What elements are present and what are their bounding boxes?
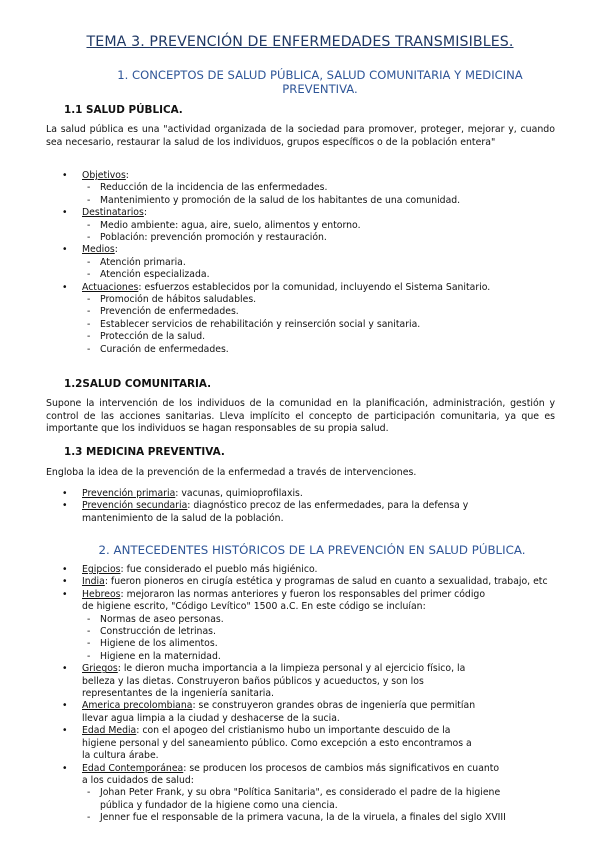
list-item-actuaciones: • Actuaciones: esfuerzos establecidos por la comunidad, incluyendo el Sistema Sanitario. [62, 282, 562, 294]
list-subitem: - Atención especializada. [62, 269, 562, 281]
section2-heading: 2. ANTECEDENTES HISTÓRICOS DE LA PREVENCIÓN EN SALUD PÚBLICA. [98, 543, 526, 557]
list-subitem: - Promoción de hábitos saludables. [62, 294, 562, 306]
list-item-objetivos: • Objetivos: [62, 170, 562, 182]
list-subitem: - Jenner fue el responsable de la primera vacuna, la de la viruela, a finales del siglo XVIII [62, 812, 592, 824]
list-subitem: - Medio ambiente: agua, aire, suelo, alimentos y entorno. [62, 220, 562, 232]
list-subitem: - Establecer servicios de rehabilitación y reinserción social y sanitaria. [62, 319, 562, 331]
section1-heading-line2: PREVENTIVA. [282, 82, 358, 96]
list-subitem: - Reducción de la incidencia de las enfermedades. [62, 182, 562, 194]
list-item-continuation: a los cuidados de salud: [82, 774, 194, 786]
list-item-hebreos: • Hebreos: mejoraron las normas anteriores y fueron los responsables del primer código [62, 589, 592, 601]
list-item-india: • India: fueron pioneros en cirugía estética y programas de salud en cuanto a sexualidad, trabajo, etc [62, 576, 592, 588]
subheading-salud-comunitaria: 1.2SALUD COMUNITARIA. [64, 378, 212, 390]
list-item-edad-media: • Edad Media: con el apogeo del cristianismo hubo un importante descuido de la [62, 725, 592, 737]
list-subitem: - Prevención de enfermedades. [62, 306, 562, 318]
list-item-continuation: la cultura árabe. [82, 750, 159, 762]
list-item-edad-contemporanea: • Edad Contemporánea: se producen los procesos de cambios más significativos en cuanto [62, 763, 592, 775]
paragraph-salud-publica: La salud pública es una "actividad organizada de la sociedad para promover, proteger, mejorar y, cuando sea necesario, restaurar la salud de los individuos, grupos específicos o de la población entera" [46, 124, 555, 148]
list-subitem: - Población: prevención promoción y restauración. [62, 232, 562, 244]
list-medicina-preventiva [62, 488, 562, 525]
list-item-america-precolombiana: • America precolombiana: se construyeron grandes obras de ingeniería que permitían [62, 700, 592, 712]
list-item-medios: • Medios: [62, 244, 562, 256]
list-subitem: - Protección de la salud. [62, 331, 562, 343]
list-item-continuation: higiene personal y del saneamiento público. Como excepción a esto encontramos a [82, 737, 472, 749]
list-item-prevencion-primaria: • Prevención primaria: vacunas, quimioprofilaxis. [62, 488, 562, 500]
list-subitem: - Curación de enfermedades. [62, 344, 562, 356]
list-subitem: - Construcción de letrinas. [62, 626, 592, 638]
section1-heading-line1: 1. CONCEPTOS DE SALUD PÚBLICA, SALUD COMUNITARIA Y MEDICINA [117, 68, 523, 82]
subheading-salud-publica: 1.1 SALUD PÚBLICA. [64, 104, 183, 116]
list-subitem: - Higiene en la maternidad. [62, 651, 592, 663]
list-subitem: - Mantenimiento y promoción de la salud de los habitantes de una comunidad. [62, 195, 562, 207]
list-subitem: - Johan Peter Frank, y su obra "Política Sanitaria", es considerado el padre de la higiene [62, 787, 592, 799]
list-antecedentes [62, 564, 592, 825]
paragraph-salud-comunitaria: Supone la intervención de los individuos de la comunidad en la planificación, administración, gestión y control de las acciones sanitarias. Lleva implícito el concepto de participación comunitaria, ya que es importante que los individuos se hagan responsables de su propia salud. [46, 398, 555, 435]
list-item-prevencion-secundaria: • Prevención secundaria: diagnóstico precoz de las enfermedades, para la defensa y [62, 500, 562, 512]
list-item-continuation: llevar agua limpia a la ciudad y deshacerse de la sucia. [82, 712, 340, 724]
list-item-continuation: mantenimiento de la salud de la población. [82, 512, 284, 524]
list-item-destinatarios: • Destinatarios: [62, 207, 562, 219]
list-item-continuation: de higiene escrito, "Código Levítico" 1500 a.C. En este código se incluían: [82, 601, 426, 613]
list-subitem: - Normas de aseo personas. [62, 614, 592, 626]
list-item-egipcios: • Egipcios: fue considerado el pueblo más higiénico. [62, 564, 592, 576]
document-title: TEMA 3. PREVENCIÓN DE ENFERMEDADES TRANSMISIBLES. [86, 34, 514, 50]
list-salud-publica [62, 170, 562, 356]
list-item-griegos: • Griegos: le dieron mucha importancia a la limpieza personal y al ejercicio físico, la [62, 663, 592, 675]
section1-heading [50, 68, 590, 96]
list-subitem-continuation: pública y fundador de la higiene como una ciencia. [100, 799, 338, 811]
list-subitem: - Higiene de los alimentos. [62, 638, 592, 650]
subheading-medicina-preventiva: 1.3 MEDICINA PREVENTIVA. [64, 446, 225, 458]
list-subitem: - Atención primaria. [62, 257, 562, 269]
list-item-continuation: representantes de la ingeniería sanitaria. [82, 688, 275, 700]
paragraph-medicina-preventiva: Engloba la idea de la prevención de la enfermedad a través de intervenciones. [46, 467, 417, 478]
list-item-continuation: belleza y las dietas. Construyeron baños públicos y acueductos, y son los [82, 675, 424, 687]
